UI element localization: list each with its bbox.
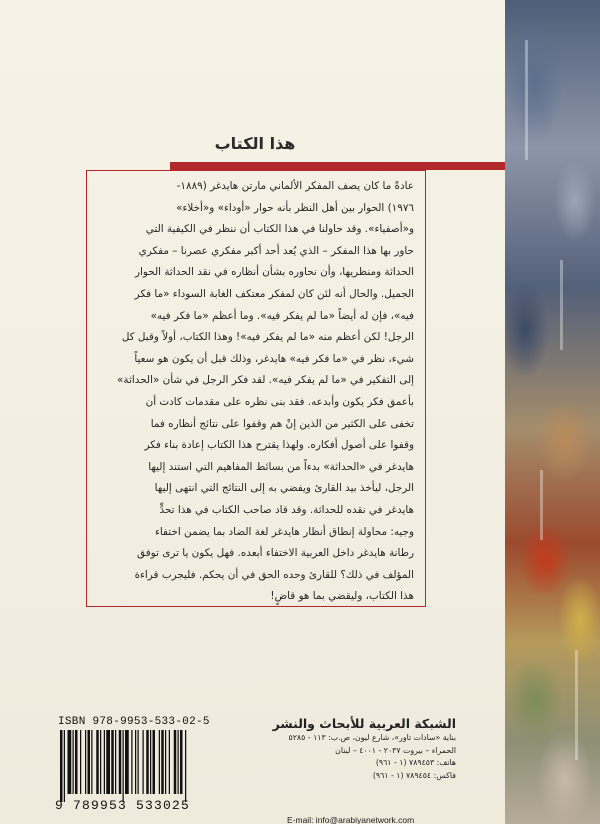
barcode-bar [123, 730, 124, 802]
barcode-bar [161, 730, 164, 794]
blurb-line: و«أصفياء». وقد حاولنا في هذا الكتاب أن ننظر في الكيفية التي [145, 223, 414, 236]
publisher-email: E-mail: info@arabiyanetwork.com [287, 815, 415, 824]
barcode-bar [165, 730, 166, 794]
barcode-bar [131, 730, 132, 794]
barcode-bar [88, 730, 91, 794]
blurb-text [100, 176, 414, 608]
blurb-line: حاور بها هذا المفكر – الذي يُعد أحد أكبر مفكري عصرنا – مفكري [138, 244, 414, 257]
barcode-bar [174, 730, 177, 794]
barcode-bar [153, 730, 156, 794]
barcode-bar [169, 730, 170, 794]
publisher-info [270, 716, 456, 782]
barcode-bar [150, 730, 151, 794]
barcode-bar [159, 730, 160, 794]
barcode-bar [138, 730, 139, 794]
barcode-bar [135, 730, 136, 794]
barcode-bar [180, 730, 183, 794]
blurb-line: الرجل، ليأخذ بيد القارئ ويفضي به إلى النتائج التي انتهى إليها [154, 482, 414, 495]
blurb-line: فيه»، فإن له أيضاً «ما لم يفكر فيه». وما أعظم «ما فكر فيه» [150, 309, 414, 322]
isbn-label: ISBN 978-9953-533-02-5 [58, 716, 210, 728]
barcode-bar [80, 730, 81, 794]
barcode [58, 730, 230, 802]
barcode-bar [64, 730, 65, 802]
blurb-line: تخفى على الكثير من الذين إنْ هم وقفوا على نتائج أنظاره فما [150, 417, 414, 430]
barcode-bar [106, 730, 110, 794]
barcode-bar [111, 730, 114, 794]
barcode-bar [96, 730, 99, 794]
barcode-bar [85, 730, 86, 794]
barcode-bar [185, 730, 186, 802]
blurb-line: وقفوا على أصول أفكاره. ولهذا يقترح هذا الكتاب إعادة بناء فكر [144, 439, 414, 452]
barcode-bar [75, 730, 78, 794]
barcode-bar [143, 730, 144, 794]
publisher-address: الحمراء – بيروت ٢٠٣٧ - ٤٠٠١ – لبنان [335, 745, 456, 755]
barcode-bar [119, 730, 122, 794]
barcode-bar [104, 730, 105, 794]
blurb-line: ١٩٧٦) الحوار بين أهل النظر بأنه حوار «أوداء» و«أخلاء» [176, 201, 414, 214]
barcode-bar [100, 730, 101, 794]
publisher-address: بناية «سادات تاور»، شارع ليون، ص.ب: ١١٣ - ٥٢٨٥ [288, 733, 456, 742]
blurb-line: بأعمق فكر يكون وأبدعه. فقد بنى نظره على مقدمات كادت أن [145, 395, 414, 408]
barcode-bar [73, 730, 74, 794]
barcode-digits: 9 789953 533025 [55, 798, 191, 813]
barcode-bar [60, 730, 63, 802]
blurb-line: هايدغر في «الحداثة» بدءاً من بسائط المفاهيم التي استند إليها [148, 460, 414, 473]
barcode-bar [178, 730, 179, 794]
blurb-line: المؤلف في ذلك؟ للقارئ وحده الحق في أن يحكم. فليجرب قراءة [134, 568, 414, 581]
publisher-phone: هاتف: ٧٨٩٤٥٣ (١ - ٩٦١) [375, 758, 456, 767]
barcode-bar [91, 730, 92, 794]
blurb-line: شيء، نظر في «ما فكر فيه» هايدغر، وذلك قبل أن يكون هو سعياً [134, 352, 414, 365]
barcode-bar [146, 730, 149, 794]
blurb-line: عادةً ما كان يصف المفكر الألماني مارتن هايدغر (١٨٨٩- [176, 180, 414, 192]
barcode-bar [68, 730, 72, 794]
blurb-line: الرجل! لكن أعظم منه «ما لم يفكر فيه»! وهذا الكتاب، أولاً وقبل كل [121, 331, 414, 344]
blurb-line: وجيه: محاولة إنطاق أنظار هايدغر لغة الضاد بما يضمن اختفاء [155, 525, 414, 538]
publisher-name: الشبكة العربية للأبحاث والنشر [272, 716, 456, 731]
barcode-bar [115, 730, 116, 794]
blurb-line: الحداثة ومنظريها، وأن نحاوره بشأن أنظاره في نقد الحداثة الحوار [135, 266, 414, 279]
blurb-line: هايدغر في نقده للحداثة. وقد قاد صاحب الكتاب في هذا تحدٍّ [159, 503, 414, 516]
publisher-fax: فاكس: ٧٨٩٤٥٤ (١ - ٩٦١) [372, 770, 456, 780]
blurb-line: إلى التفكير في «ما لم يفكر فيه». لقد فكر الرجل في شأن «الحداثة» [117, 374, 414, 387]
blurb-line: رطانة هايدغر داخل العربية الاختفاء أبعده. فهل يكون يا ترى توفق [137, 547, 414, 560]
blurb-line: هذا الكتاب، وليقضي بما هو قاضٍ! [270, 590, 414, 603]
blurb-line: الجميل. والحال أنه لئن كان لمفكر معتكف الغابة السوداء «ما فكر [134, 287, 414, 300]
cover-painting-strip [505, 0, 600, 824]
page-title: هذا الكتاب [214, 134, 296, 153]
barcode-bar [125, 730, 129, 794]
title-accent-bar [170, 162, 505, 170]
